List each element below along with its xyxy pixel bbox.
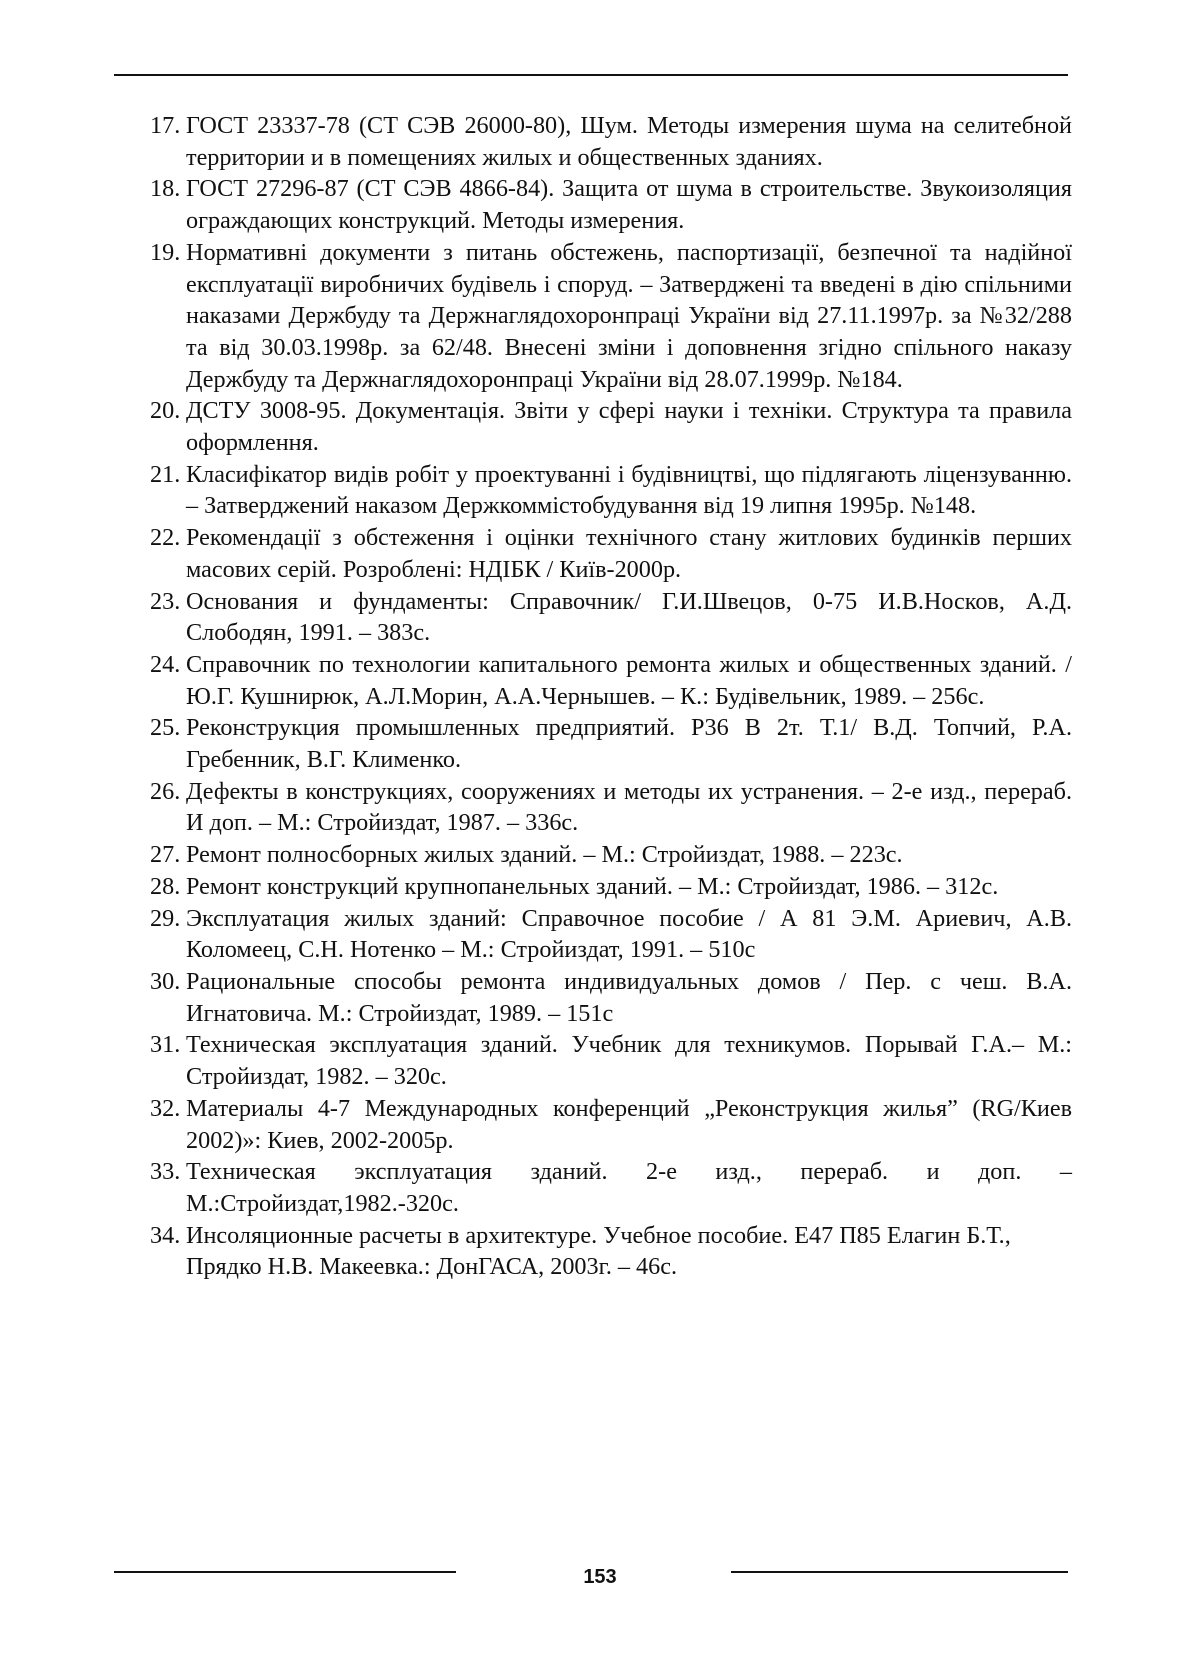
reference-text: Рациональные способы ремонта индивидуальных домов / Пер. с чеш. В.А. Игнатовича. М.: Стройиздат, 1989. – 151с xyxy=(186,967,1072,1027)
reference-item xyxy=(150,776,1072,839)
reference-text: Реконструкция промышленных предприятий. Р36 В 2т. Т.1/ В.Д. Топчий, Р.А. Гребенник, В.Г. Клименко. xyxy=(186,714,1072,774)
reference-text: Техническая эксплуатация зданий. Учебник для техникумов. Порывай Г.А.– М.: Стройиздат, 1982. – 320с. xyxy=(186,1031,1072,1091)
reference-number: 21. xyxy=(150,460,181,488)
reference-number: 30. xyxy=(150,967,181,995)
reference-number: 28. xyxy=(150,872,181,900)
reference-item xyxy=(150,459,1072,522)
reference-text: Инсоляционные расчеты в архитектуре. Учебное пособие. Е47 П85 Елагин Б.Т., Прядко Н.В. Макеевка.: ДонГАСА, 2003г. – 46с. xyxy=(186,1221,1011,1281)
reference-item xyxy=(150,586,1072,649)
reference-number: 18. xyxy=(150,175,181,203)
reference-number: 29. xyxy=(150,904,181,932)
reference-item xyxy=(150,1029,1072,1092)
reference-item xyxy=(150,871,1072,903)
reference-number: 24. xyxy=(150,650,181,678)
reference-text: Основания и фундаменты: Справочник/ Г.И.Швецов, 0-75 И.В.Носков, А.Д. Слободян, 1991. – 383с. xyxy=(186,587,1072,647)
reference-text: Справочник по технологии капитального ремонта жилых и общественных зданий. / Ю.Г. Кушнирюк, А.Л.Морин, А.А.Чернышев. – К.: Будівельник, 1989. – 256с. xyxy=(186,650,1072,710)
reference-list xyxy=(150,110,1072,1283)
reference-text: Ремонт полносборных жилых зданий. – М.: Стройиздат, 1988. – 223с. xyxy=(186,841,903,869)
reference-number: 22. xyxy=(150,524,181,552)
reference-item xyxy=(150,237,1072,396)
reference-item xyxy=(150,966,1072,1029)
footer-rule-right xyxy=(731,1571,1068,1573)
reference-number: 25. xyxy=(150,714,181,742)
reference-text: Рекомендації з обстеження і оцінки технічного стану житлових будинків перших масових серій. Розроблені: НДІБК / Київ-2000р. xyxy=(186,524,1072,583)
reference-number: 17. xyxy=(150,112,181,139)
reference-number: 20. xyxy=(150,397,181,425)
reference-number: 33. xyxy=(150,1158,181,1186)
reference-text: Нормативні документи з питань обстежень, паспортизації, безпечної та надійної експлуатації виробничих будівель і споруд. – Затверджені та введені в дію спільними наказами Держбуду та Держнаглядохоронпраці України від 27.11.1997р. за №32/288 та від 30.03.1998р. за 62/48. Внесені зміни і доповнення згідно спільного наказу Держбуду та Держнаглядохоронпраці України від 28.07.1999р. №184. xyxy=(186,238,1072,393)
reference-text: Класифікатор видів робіт у проектуванні і будівництві, що підлягають ліцензуванню. – Затверджений наказом Держкоммістобудування від 19 липня 1995р. №148. xyxy=(186,460,1072,520)
reference-text: Материалы 4-7 Международных конференций „Реконструкция жилья” (RG/Киев 2002)»: Киев, 2002-2005р. xyxy=(186,1094,1072,1154)
reference-text: ГОСТ 23337-78 (СТ СЭВ 26000-80), Шум. Методы измерения шума на селитебной территории и в помещениях жилых и общественных зданиях. xyxy=(186,112,1072,171)
reference-item xyxy=(150,903,1072,966)
reference-item xyxy=(150,1220,1072,1283)
reference-number: 23. xyxy=(150,587,181,615)
reference-number: 19. xyxy=(150,238,181,266)
reference-text: Дефекты в конструкциях, сооружениях и методы их устранения. – 2-е изд., перераб. И доп. – М.: Стройиздат, 1987. – 336с. xyxy=(186,777,1072,837)
reference-text: ГОСТ 27296-87 (СТ СЭВ 4866-84). Защита от шума в строительстве. Звукоизоляция ограждающих конструкций. Методы измерения. xyxy=(186,175,1072,235)
reference-text: Ремонт конструкций крупнопанельных зданий. – М.: Стройиздат, 1986. – 312с. xyxy=(186,872,999,900)
reference-text: ДСТУ 3008-95. Документація. Звіти у сфері науки і техніки. Структура та правила оформлення. xyxy=(186,397,1072,457)
reference-number: 32. xyxy=(150,1094,181,1122)
reference-text: Техническая эксплуатация зданий. 2-е изд., перераб. и доп. – М.:Стройиздат,1982.-320с. xyxy=(186,1158,1072,1217)
reference-number: 31. xyxy=(150,1031,181,1059)
reference-item xyxy=(150,649,1072,712)
reference-item xyxy=(150,1156,1072,1219)
reference-item xyxy=(150,712,1072,775)
reference-number: 34. xyxy=(150,1221,181,1249)
reference-item xyxy=(150,1093,1072,1156)
reference-text: Эксплуатация жилых зданий: Справочное пособие / А 81 Э.М. Ариевич, А.В. Коломеец, С.Н. Нотенко – М.: Стройиздат, 1991. – 510с xyxy=(186,904,1072,964)
reference-item xyxy=(150,522,1072,585)
reference-item xyxy=(150,395,1072,458)
top-rule xyxy=(114,74,1068,76)
reference-number: 26. xyxy=(150,777,181,805)
reference-number: 27. xyxy=(150,841,181,869)
page-number: 153 xyxy=(583,1566,617,1588)
reference-item xyxy=(150,173,1072,236)
reference-item xyxy=(150,110,1072,173)
footer-rule-left xyxy=(114,1571,456,1573)
reference-item xyxy=(150,839,1072,871)
